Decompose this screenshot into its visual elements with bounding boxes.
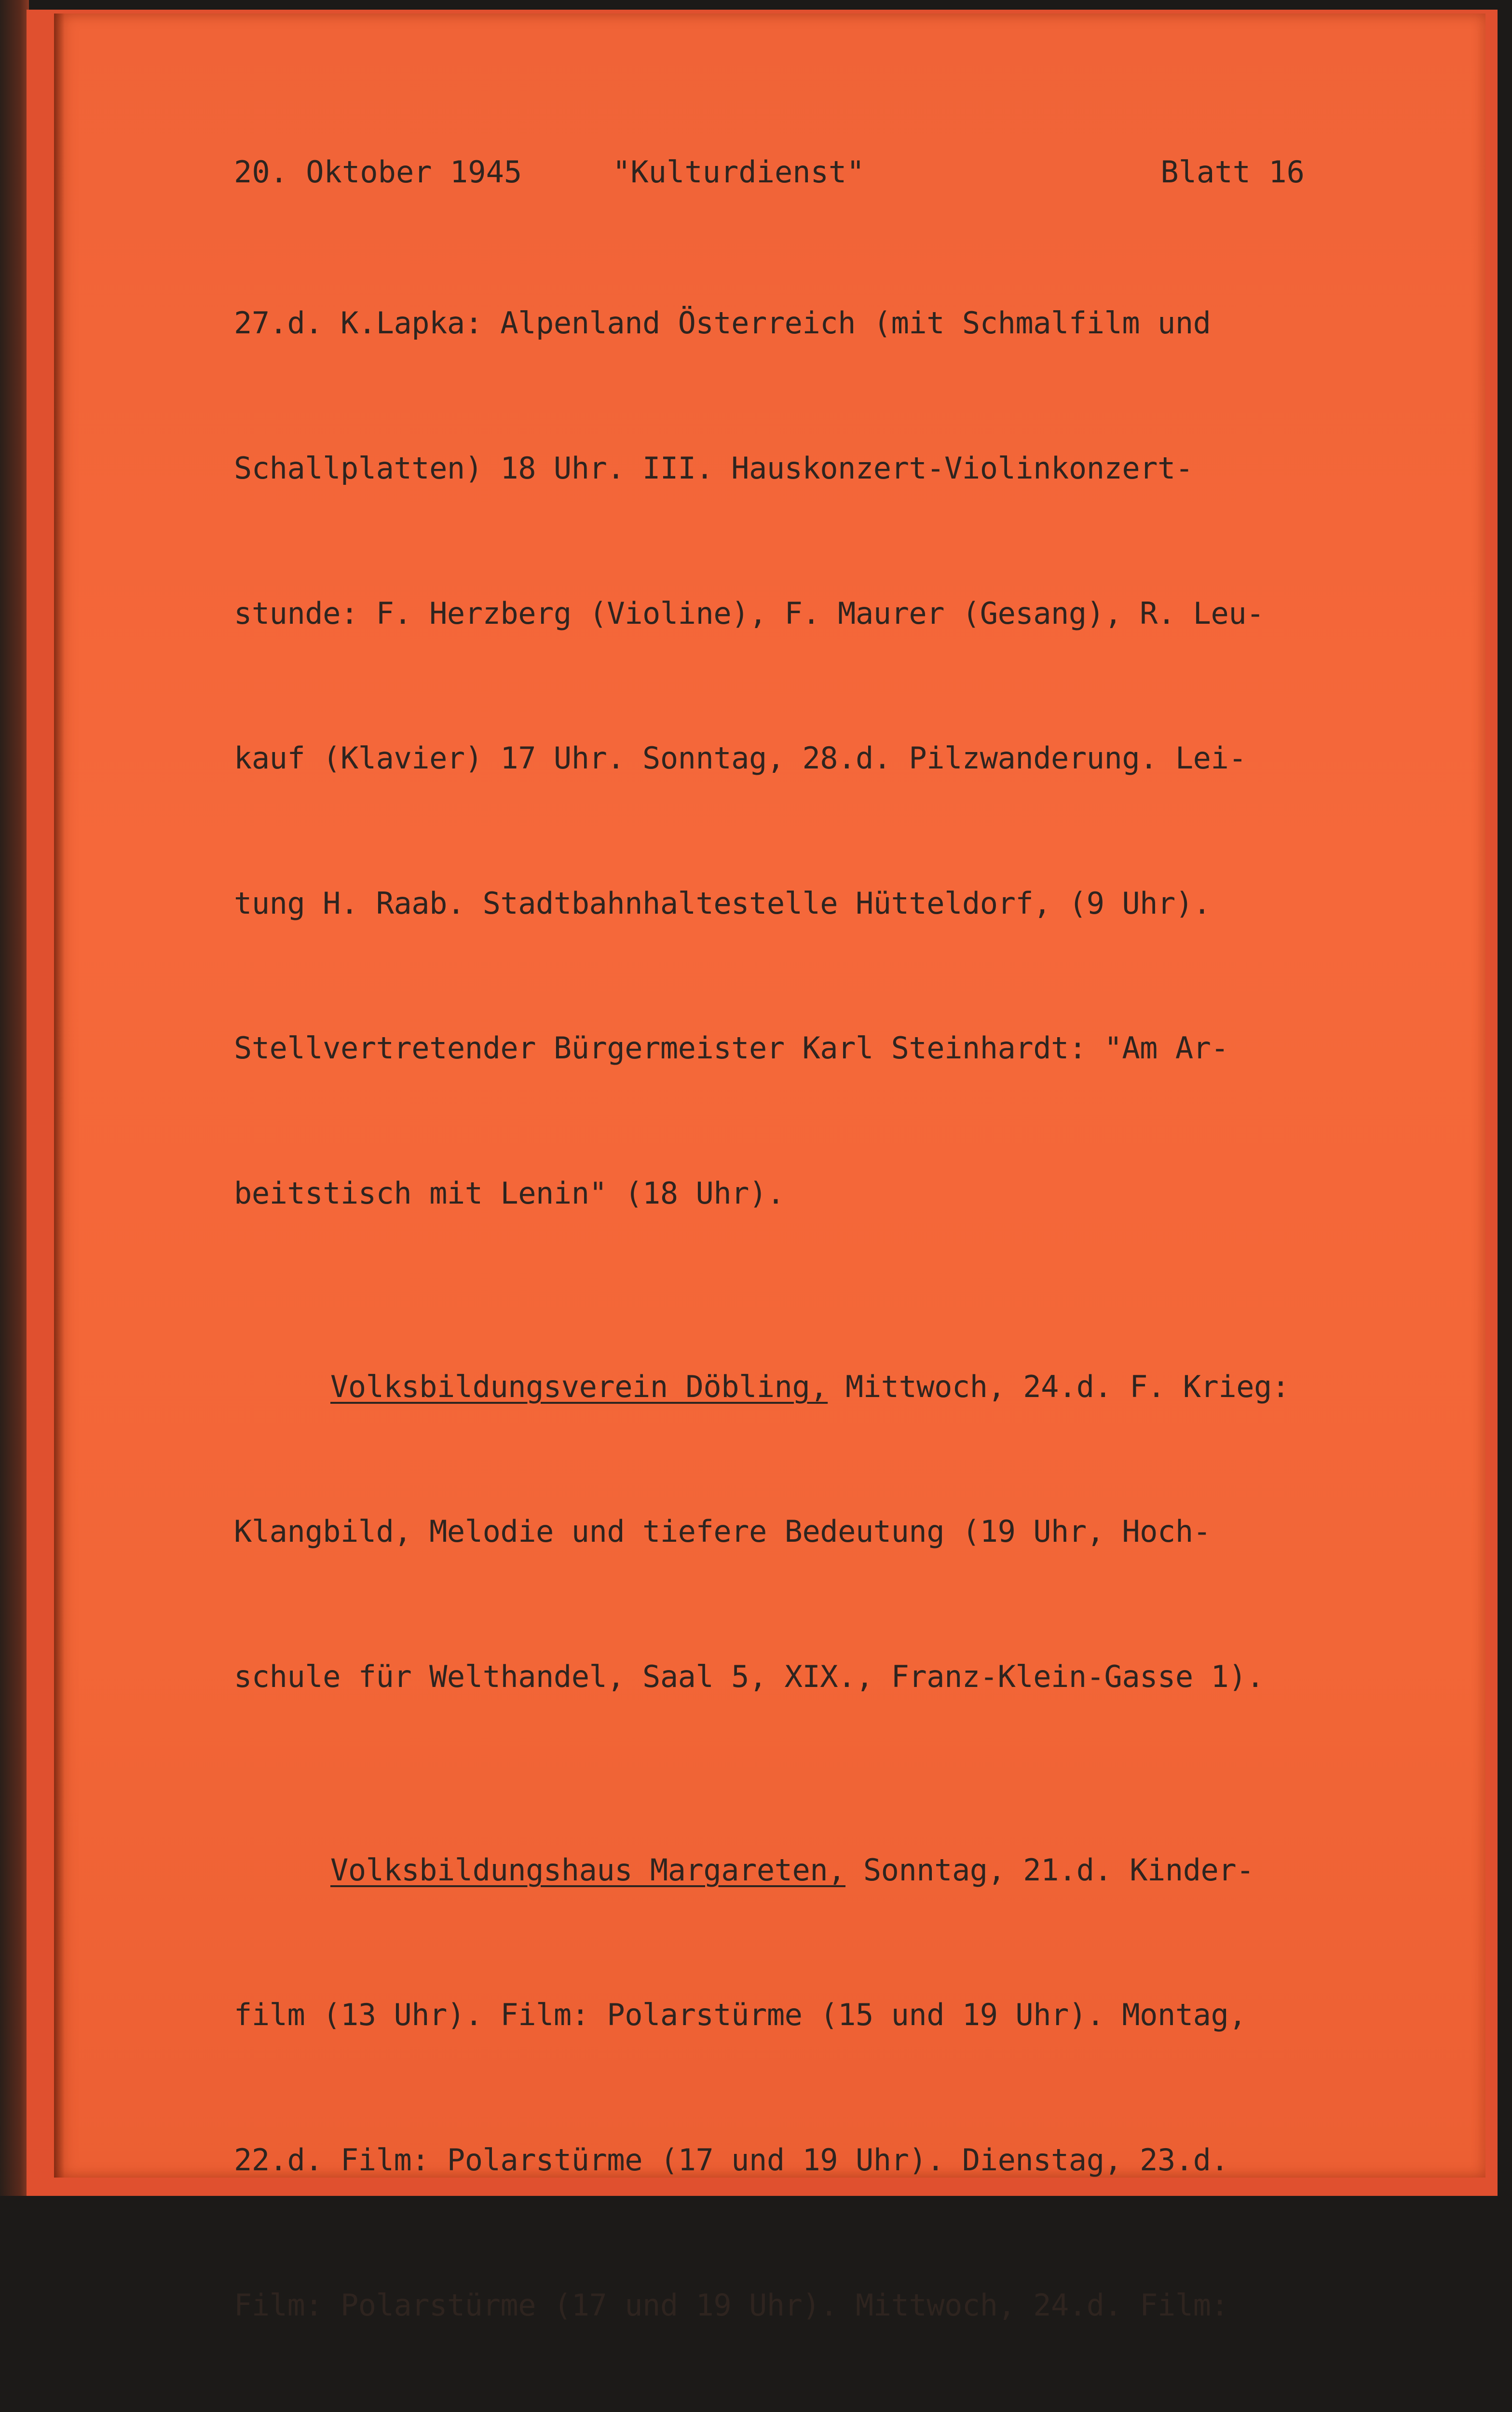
section-margareten-text: Sonntag, 21.d. Kinder-	[845, 1852, 1254, 1888]
section-heading-doebling: Volksbildungsverein Döbling,	[330, 1369, 828, 1404]
section-margareten-first-line	[234, 1846, 1411, 1894]
text-line: Stellvertretender Bürgermeister Karl Steinhardt: "Am Ar-	[234, 1030, 1229, 1066]
text-line: film (13 Uhr). Film: Polarstürme (15 und 19 Uhr). Montag,	[234, 1997, 1247, 2033]
text-line: Film: Polarstürme (17 und 19 Uhr). Mittwoch, 24.d. Film:	[234, 2287, 1229, 2323]
binding-strip	[0, 0, 29, 2196]
text-line: Schallplatten) 18 Uhr. III. Hauskonzert-Violinkonzert-	[234, 451, 1193, 486]
text-line: beitstisch mit Lenin" (18 Uhr).	[234, 1175, 785, 1211]
text-line: Klangbild, Melodie und tiefere Bedeutung (19 Uhr, Hoch-	[234, 1514, 1211, 1549]
text-line: 22.d. Film: Polarstürme (17 und 19 Uhr). Dienstag, 23.d.	[234, 2142, 1229, 2178]
text-line: 27.d. K.Lapka: Alpenland Österreich (mit Schmalfilm und	[234, 305, 1211, 341]
text-line: stunde: F. Herzberg (Violine), F. Maurer (Gesang), R. Leu-	[234, 595, 1264, 631]
page-fold-shadow	[54, 14, 65, 2178]
text-line: tung H. Raab. Stadtbahnhaltestelle Hütteldorf, (9 Uhr).	[234, 885, 1211, 921]
body-text	[234, 203, 1411, 2412]
section-doebling-text: Mittwoch, 24.d. F. Krieg:	[828, 1369, 1290, 1404]
header-title: "Kulturdienst"	[613, 154, 865, 190]
text-line: kauf (Klavier) 17 Uhr. Sonntag, 28.d. Pilzwanderung. Lei-	[234, 740, 1247, 776]
section-heading-margareten: Volksbildungshaus Margareten,	[330, 1852, 845, 1888]
header-sheet-number: Blatt 16	[1160, 154, 1305, 190]
header-date: 20. Oktober 1945	[234, 154, 522, 190]
page-header	[234, 154, 1305, 203]
text-line: schule für Welthandel, Saal 5, XIX., Franz-Klein-Gasse 1).	[234, 1658, 1264, 1694]
section-doebling-first-line	[234, 1363, 1411, 1411]
